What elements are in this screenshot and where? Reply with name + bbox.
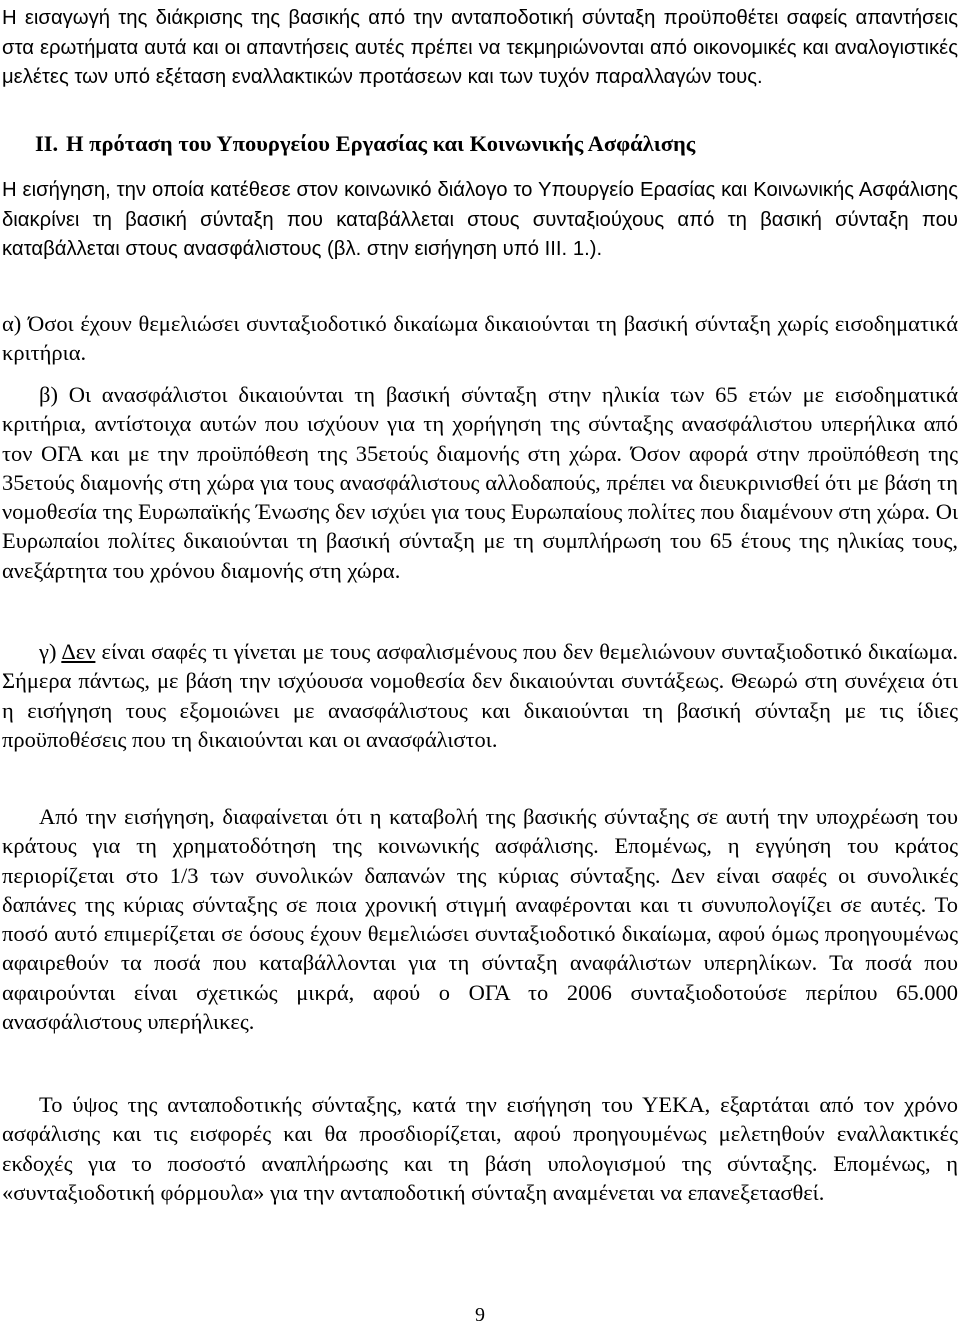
point-alpha-paragraph: α) Όσοι έχουν θεμελιώσει συνταξιοδοτικό δικαίωμα δικαιούνται τη βασική σύνταξη χωρίς εισοδηματικά κριτήρια. [2,311,958,366]
section-title: Η πρόταση του Υπουργείου Εργασίας και Κοινωνικής Ασφάλισης [66,131,696,156]
proposal-paragraph: Η εισήγηση, την οποία κατέθεσε στον κοινωνικό διάλογο το Υπουργείο Ερασίας και Κοινωνικής Ασφάλισης διακρίνει τη βασική σύνταξη που καταβάλλεται στους συνταξιούχους από τη βασική σύνταξη που καταβάλλεται στους ανασφάλιστους (βλ. στην εισήγηση υπό ΙΙΙ. 1.). [2,179,958,260]
funding-paragraph: Από την εισήγηση, διαφαίνεται ότι η καταβολή της βασικής σύνταξης σε αυτή την υποχρέωση του κράτους για τη χρηματοδότηση της κοινωνικής ασφάλισης. Επομένως, η εγγύηση του κράτος περιορίζεται στο 1/3 των συνολικών δαπανών της κύριας σύνταξης. Δεν είναι σαφές οι συνολικές δαπάνες της κύριας σύνταξης σε ποια χρονική στιγμή αναφέρονται και τι συνυπολογίζει σε αυτές. Το ποσό αυτό επιμερίζεται σε όσους έχουν θεμελιώσει συνταξιοδοτικό δικαίωμα, αφού όμως προηγουμένως αφαιρεθούν τα ποσά που καταβάλλονται για τη σύνταξη αναφάλιστων υπερηλίκων. Τα ποσά που αφαιρούνται είναι σχετικώς μικρά, αφού ο ΟΓΑ το 2006 συνταξιοδοτούσε περίπου 65.000 ανασφάλιστους υπερήλικες. [2,804,958,1035]
section-heading [2,129,958,159]
point-gamma-prefix: γ) [39,639,62,664]
pension-amount-paragraph: Το ύψος της ανταποδοτικής σύνταξης, κατά την εισήγηση του ΥΕΚΑ, εξαρτάται από τον χρόνο ασφάλισης και τις εισφορές και θα προσδιορίζεται, αφού προηγουμένως μελετηθούν εναλλακτικές εκδοχές για το ποσοστό αναπλήρωσης και τη βάση υπολογισμού της σύνταξης. Επομένως, η «συνταξιοδοτική φόρμουλα» για την ανταποδοτική σύνταξη αναμένεται να επανεξετασθεί. [2,1092,958,1205]
point-gamma-paragraph [2,637,958,754]
page-number: 9 [475,1304,485,1326]
point-beta-paragraph: β) Οι ανασφάλιστοι δικαιούνται τη βασική σύνταξη στην ηλικία των 65 ετών με εισοδηματικά κριτήρια, αντίστοιχα αυτών που ισχύουν για τη χορήγηση της σύνταξης ανασφάλιστου υπερήλικα από τον ΟΓΑ και με την προϋπόθεση της 35ετούς διαμονής στη χώρα. Όσον αφορά στην προϋπόθεση της 35ετούς διαμονής στη χώρα για τους ανασφάλιστους αλλοδαπούς, πρέπει να διευκρινισθεί ότι με βάση τη νομοθεσία της Ευρωπαϊκής Ένωσης δεν ισχύει για τους Ευρωπαίους πολίτες που διαμένουν στη χώρα. Οι Ευρωπαίοι πολίτες δικαιούνται τη βασική σύνταξη με τη συμπλήρωση του 65 έτους της ηλικίας τους, ανεξάρτητα του χρόνου διαμονής στη χώρα. [2,382,958,583]
section-number: ΙΙ. [35,131,59,156]
intro-paragraph: Η εισαγωγή της διάκρισης της βασικής από την ανταποδοτική σύνταξη προϋποθέτει σαφείς απαντήσεις στα ερωτήματα αυτά και οι απαντήσεις αυτές πρέπει να τεκμηριώνονται από οικονομικές και αναλογιστικές μελέτες των υπό εξέταση εναλλακτικών προτάσεων και των τυχόν παραλλαγών τους. [2,7,958,88]
point-gamma-text: είναι σαφές τι γίνεται με τους ασφαλισμένους που δεν θεμελιώνουν συνταξιοδοτικό δικαίωμα. Σήμερα πάντως, με βάση την ισχύουσα νομοθεσία δεν δικαιούνται συντάξεως. Θεωρώ στη συνέχεια ότι η εισήγηση τους εξομοιώνει με ανασφάλιστους και δικαιούνται τη βασική σύνταξη με τις ίδιες προϋποθέσεις που τη δικαιούνται και οι ανασφάλιστοι. [2,639,958,752]
point-gamma-underlined-word: Δεν [61,639,96,664]
